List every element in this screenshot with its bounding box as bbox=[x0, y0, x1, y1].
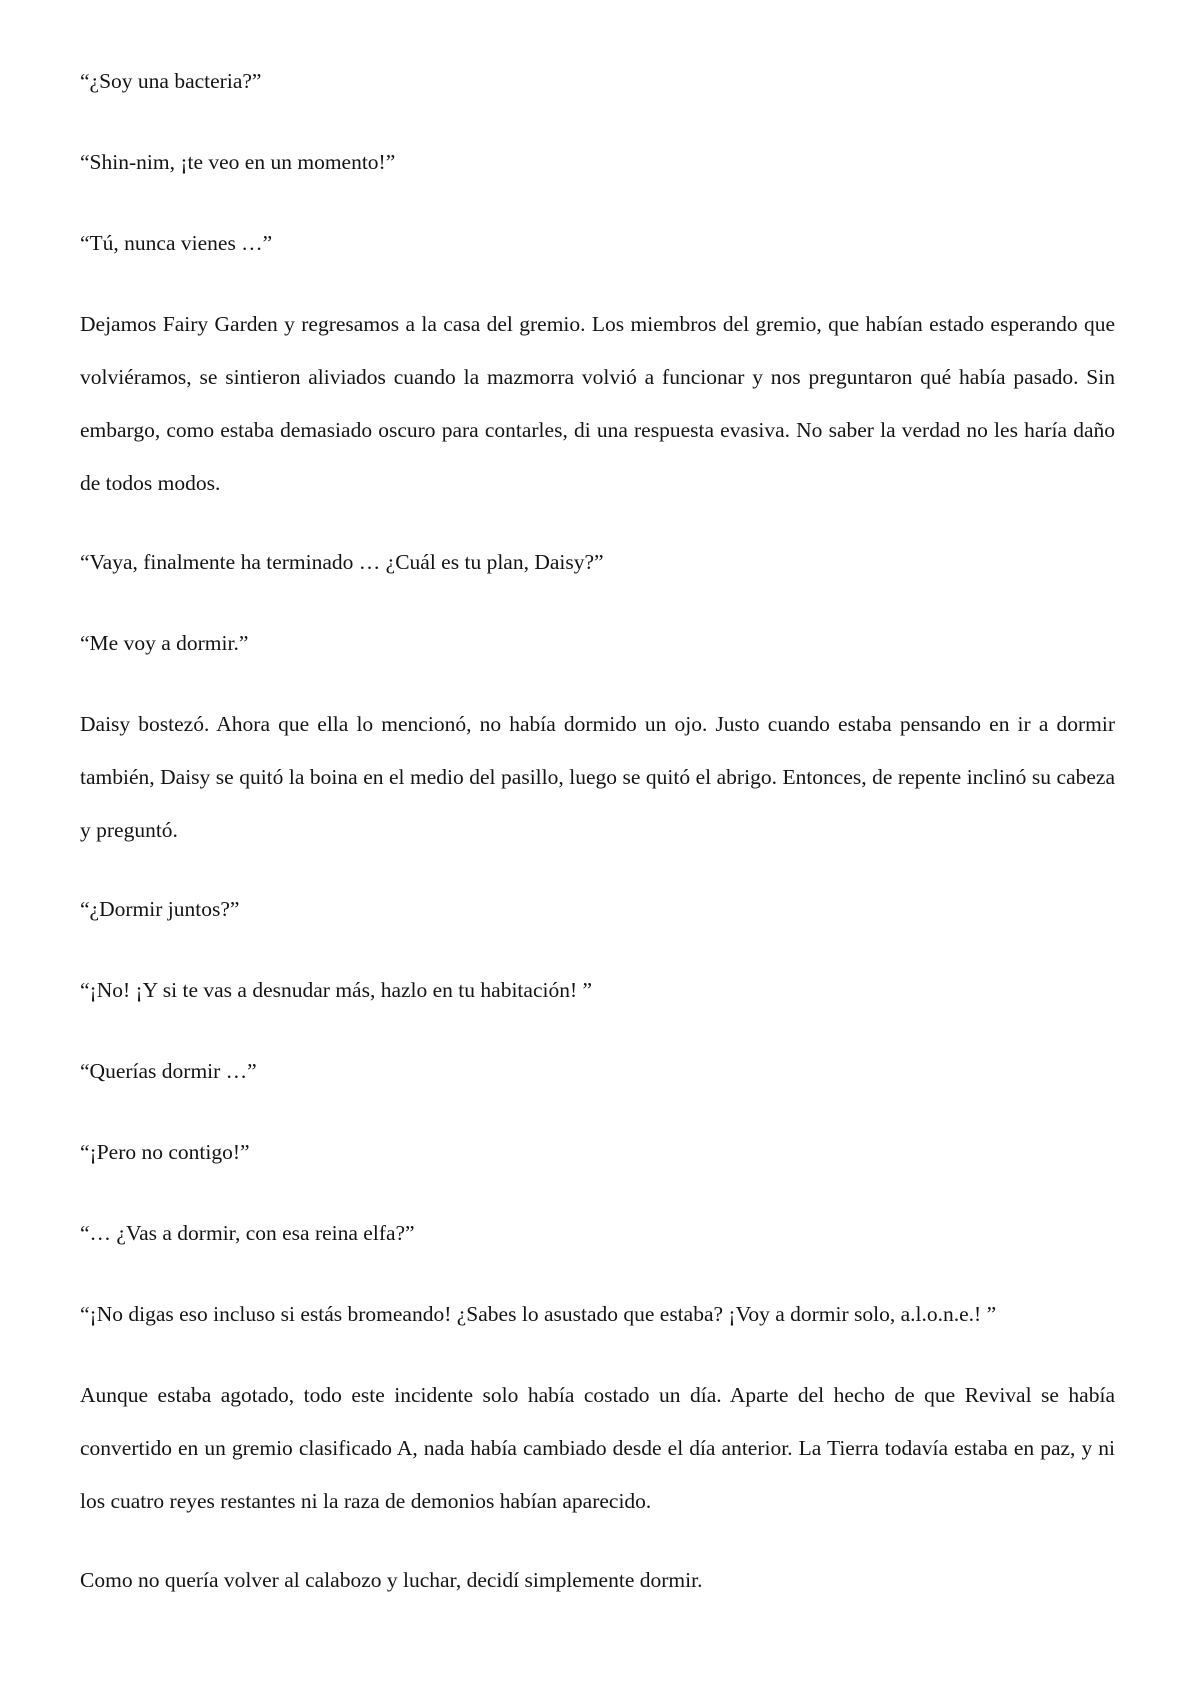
narrative-paragraph: Daisy bostezó. Ahora que ella lo mencionó, no había dormido un ojo. Justo cuando estaba pensando en ir a dormir también, Daisy se quitó la boina en el medio del pasillo, luego se quitó el abrigo. Entonces, de repente inclinó su cabeza y preguntó. bbox=[80, 712, 1115, 842]
narrative-paragraph: Aunque estaba agotado, todo este incidente solo había costado un día. Aparte del hecho de que Revival se había convertido en un gremio clasificado A, nada había cambiado desde el día anterior. La Tierra todavía estaba en paz, y ni los cuatro reyes restantes ni la raza de demonios habían aparecido. bbox=[80, 1383, 1115, 1513]
dialogue-line: “Me voy a dormir.” bbox=[80, 631, 249, 655]
dialogue-line: “Querías dormir …” bbox=[80, 1059, 257, 1083]
dialogue-line: “¡No digas eso incluso si estás bromeando! ¿Sabes lo asustado que estaba? ¡Voy a dormir solo, a.l.o.n.e.! ” bbox=[80, 1302, 997, 1326]
dialogue-line: “Vaya, finalmente ha terminado … ¿Cuál es tu plan, Daisy?” bbox=[80, 550, 604, 574]
dialogue-line: “… ¿Vas a dormir, con esa reina elfa?” bbox=[80, 1221, 415, 1245]
narrative-paragraph: Como no quería volver al calabozo y luchar, decidí simplemente dormir. bbox=[80, 1568, 703, 1592]
dialogue-line: “¡Pero no contigo!” bbox=[80, 1140, 250, 1164]
narrative-paragraph: Dejamos Fairy Garden y regresamos a la casa del gremio. Los miembros del gremio, que habían estado esperando que volviéramos, se sintieron aliviados cuando la mazmorra volvió a funcionar y nos preguntaron qué había pasado. Sin embargo, como estaba demasiado oscuro para contarles, di una respuesta evasiva. No saber la verdad no les haría daño de todos modos. bbox=[80, 312, 1115, 495]
dialogue-line: “¿Dormir juntos?” bbox=[80, 897, 240, 921]
dialogue-line: “¿Soy una bacteria?” bbox=[80, 69, 262, 93]
dialogue-line: “Tú, nunca vienes …” bbox=[80, 231, 273, 255]
dialogue-line: “¡No! ¡Y si te vas a desnudar más, hazlo en tu habitación! ” bbox=[80, 978, 593, 1002]
dialogue-line: “Shin-nim, ¡te veo en un momento!” bbox=[80, 150, 396, 174]
